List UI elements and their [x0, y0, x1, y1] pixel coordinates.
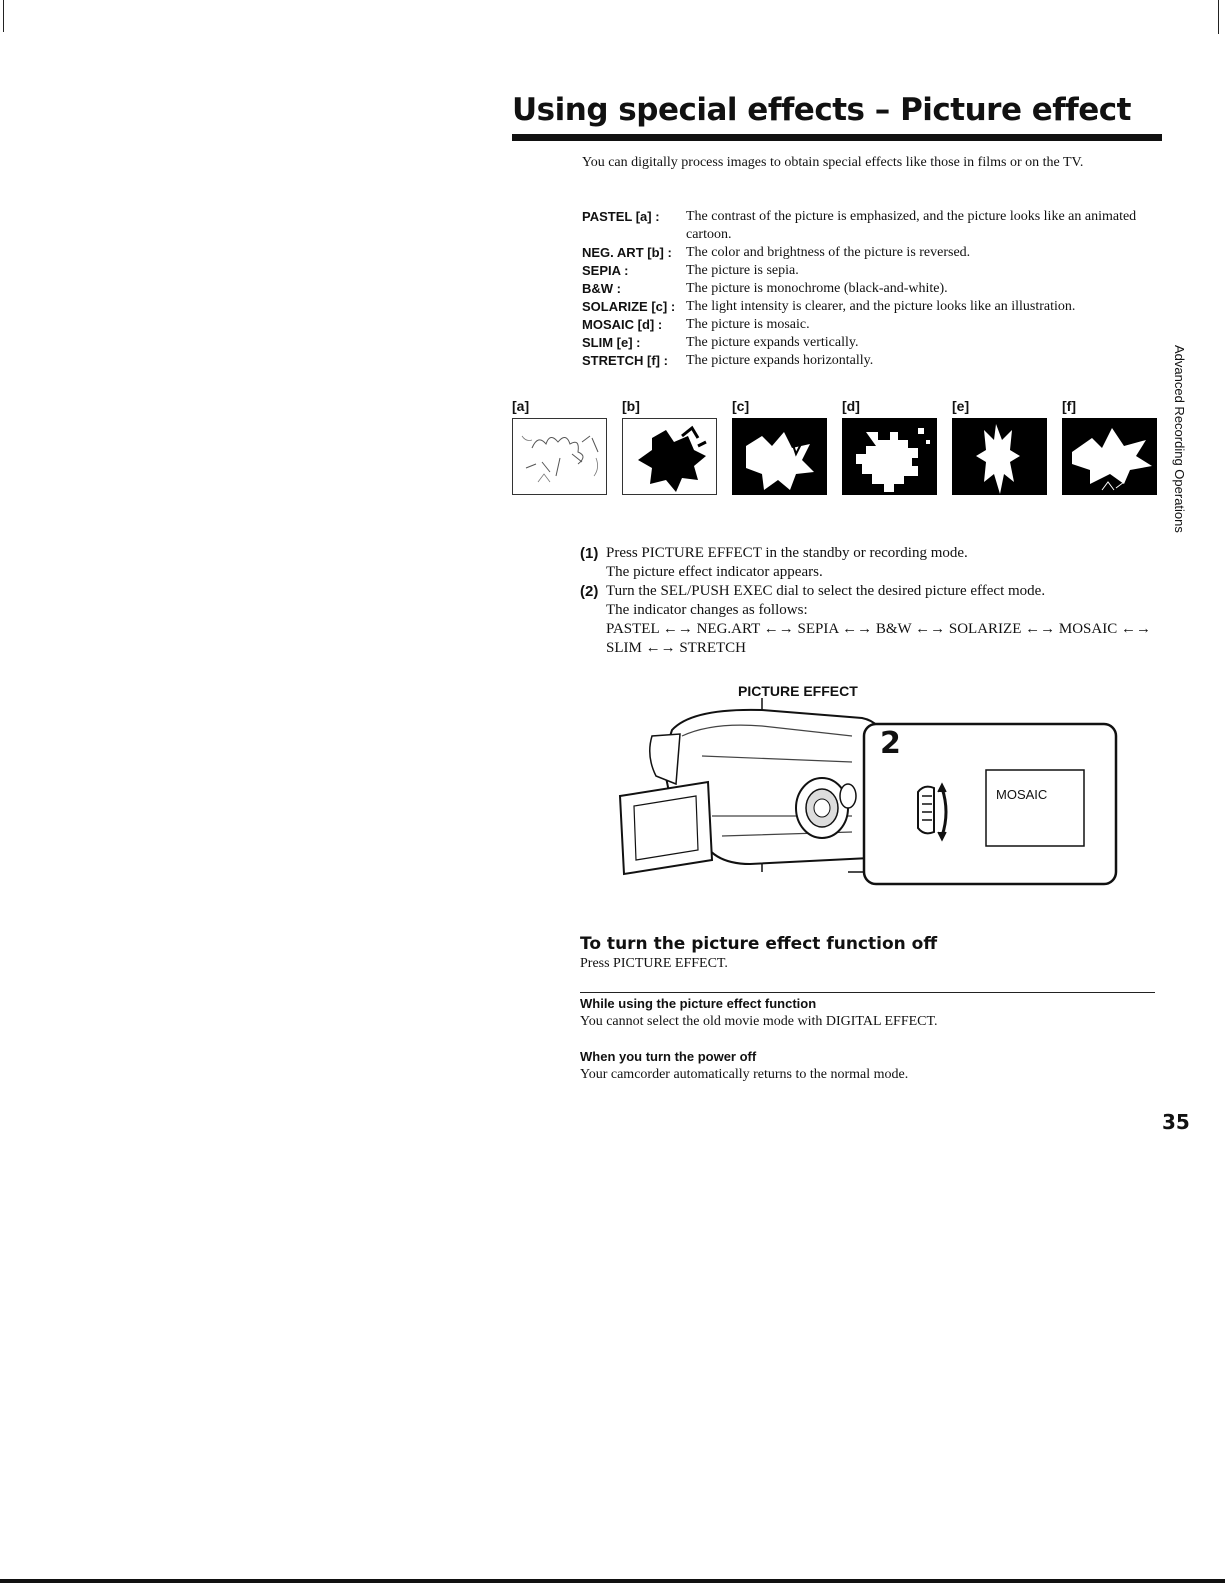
definition-text: The picture is mosaic.	[686, 317, 810, 332]
title-rule	[512, 134, 1162, 141]
picture-effect-button-label: PICTURE EFFECT	[738, 683, 858, 699]
pastel-effect-image	[512, 418, 607, 495]
definition-text: The color and brightness of the picture is reversed.	[686, 245, 971, 260]
note-text: You cannot select the old movie mode with DIGITAL EFFECT.	[580, 1014, 938, 1029]
stretch-effect-image	[1062, 418, 1157, 495]
definition-row	[582, 298, 1162, 316]
definition-row	[582, 244, 1162, 262]
instruction-steps	[580, 544, 1160, 658]
notes-rule	[580, 992, 1155, 993]
edge-mark-left	[3, 0, 4, 32]
step-detail: The indicator changes as follows:	[606, 602, 808, 618]
step-text: Turn the SEL/PUSH EXEC dial to select the desired picture effect mode.	[606, 583, 1046, 599]
page-number: 35	[1162, 1110, 1190, 1134]
note-heading: When you turn the power off	[580, 1049, 757, 1064]
illustration-step-number: 2	[880, 726, 901, 761]
step-number: (1)	[580, 545, 599, 562]
step-number: (2)	[580, 583, 599, 600]
definition-term: PASTEL [a] :	[582, 209, 660, 224]
figure-label-c: [c]	[732, 398, 750, 414]
note-text: Your camcorder automatically returns to the normal mode.	[580, 1067, 909, 1082]
definition-row	[582, 334, 1162, 352]
side-tab-label: Advanced Recording Operations	[1172, 345, 1187, 533]
definition-text: The light intensity is clearer, and the picture looks like an illustration.	[686, 299, 1076, 314]
indicator-display-text: MOSAIC	[996, 787, 1048, 802]
definition-term: MOSAIC [d] :	[582, 317, 663, 332]
figure-label-d: [d]	[842, 398, 860, 414]
step-2	[580, 582, 1160, 601]
definition-term: B&W :	[582, 281, 621, 296]
figure-label-a: [a]	[512, 398, 530, 414]
bottom-border	[0, 1579, 1225, 1583]
note-heading: While using the picture effect function	[580, 996, 817, 1011]
figure-label-b: [b]	[622, 398, 640, 414]
definition-term: SOLARIZE [c] :	[582, 299, 676, 314]
step-1	[580, 544, 1160, 563]
effect-definitions	[582, 208, 1162, 370]
section-text-off: Press PICTURE EFFECT.	[580, 956, 728, 971]
neg-art-effect-image	[622, 418, 717, 495]
section-heading-off: To turn the picture effect function off	[580, 934, 938, 954]
definition-row	[582, 208, 1162, 244]
definition-text: The picture expands vertically.	[686, 335, 859, 350]
definition-text: The picture expands horizontally.	[686, 353, 874, 368]
page-title: Using special effects – Picture effect	[512, 92, 1131, 128]
mode-sequence: PASTEL ←→ NEG.ART ←→ SEPIA ←→ B&W ←→ SOLARIZE ←→ MOSAIC ←→	[606, 621, 1151, 637]
figure-label-e: [e]	[952, 398, 970, 414]
definition-text: The contrast of the picture is emphasized, and the picture looks like an animated cartoon.	[686, 209, 1137, 242]
definition-term: NEG. ART [b] :	[582, 245, 672, 260]
camcorder-illustration	[612, 696, 1132, 896]
mode-sequence: SLIM ←→ STRETCH	[606, 640, 747, 656]
definition-text: The picture is monochrome (black-and-white).	[686, 281, 948, 296]
definition-row	[582, 262, 1162, 280]
side-section-tab	[1169, 345, 1191, 550]
intro-text: You can digitally process images to obtain special effects like those in films or on the TV.	[582, 155, 1084, 170]
definition-term: STRETCH [f] :	[582, 353, 668, 368]
slim-effect-image	[952, 418, 1047, 495]
step-detail: The picture effect indicator appears.	[606, 564, 823, 580]
definition-term: SLIM [e] :	[582, 335, 641, 350]
mosaic-effect-image	[842, 418, 937, 495]
solarize-effect-image	[732, 418, 827, 495]
definition-term: SEPIA :	[582, 263, 629, 278]
definition-row	[582, 280, 1162, 298]
definition-row	[582, 352, 1162, 370]
figure-label-f: [f]	[1062, 398, 1076, 414]
step-text: Press PICTURE EFFECT in the standby or recording mode.	[606, 545, 968, 561]
definition-text: The picture is sepia.	[686, 263, 799, 278]
edge-mark-right	[1218, 0, 1219, 34]
definition-row	[582, 316, 1162, 334]
